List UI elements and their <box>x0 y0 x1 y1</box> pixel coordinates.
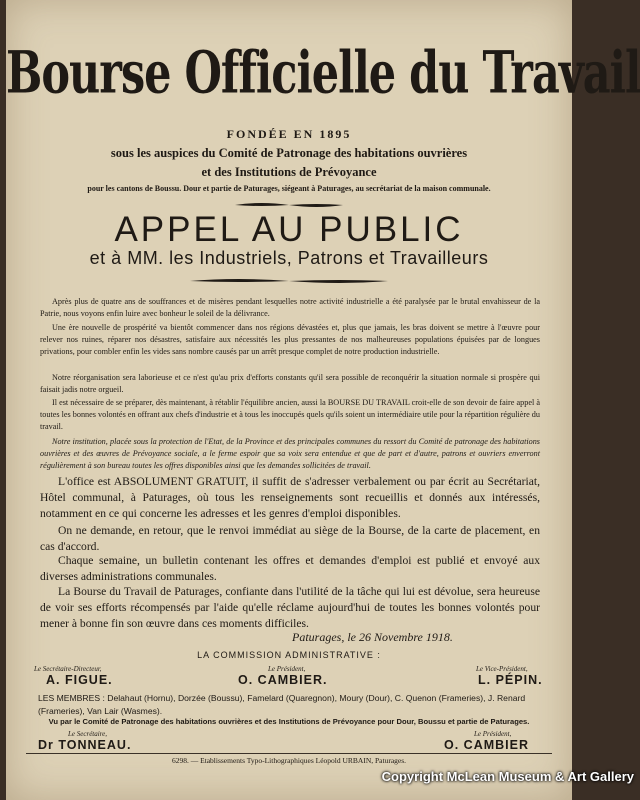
signatory-name: O. CAMBIER. <box>238 673 328 687</box>
committee-role: Le Secrétaire, <box>68 730 108 738</box>
date-line: Paturages, le 26 Novembre 1918. <box>292 630 453 644</box>
committee-role: Le Président, <box>474 730 512 738</box>
signatory-role: Le Président, <box>268 665 306 673</box>
paragraph: Une ère nouvelle de prospérité va bientôt commencer dans nos régions dévastées et, plus que jamais, les bras doivent se mettre à l'œuvre pour relever nos ruines, réparer nos désastres, satisfaire aux nécessités les plus pressantes de nos malheureuses populations épuisées par de longues privations, pour combler enfin les vides sans nombre causés par un arrêt presque complet de notre production industrielle. <box>40 323 540 356</box>
approval-line: Vu par le Comité de Patronage des habitations ouvrières et des Institutions de Prévoyance pour Dour, Boussu et partie de Paturages. <box>48 717 530 726</box>
printer-footer: 6298. — Etablissements Typo-Lithographiques Léopold URBAIN, Paturages. <box>171 756 407 765</box>
commission-heading: LA COMMISSION ADMINISTRATIVE : <box>197 650 381 660</box>
paragraph-large: L'office est ABSOLUMENT GRATUIT, il suffit de s'adresser verbalement ou par écrit au Secrétariat, Hôtel communal, à Paturages, où tous les renseignements sont recueillis et donnés aux intéressés, notamment en ce qui concerne les adresses et les genres d'emploi disponibles. <box>40 475 540 520</box>
copyright-watermark: Copyright McLean Museum & Art Gallery <box>381 769 634 784</box>
founded-line: FONDÉE EN 1895 <box>226 127 352 141</box>
ornament-divider <box>188 277 390 285</box>
members-list: LES MEMBRES : Delahaut (Hornu), Dorzée (Boussu), Famelard (Quaregnon), Moury (Dour), C. Quenon (Frameries), J. Renard (Frameries), Van Lair (Wasmes). <box>38 693 526 716</box>
committee-name: Dr TONNEAU. <box>38 738 132 752</box>
ornament-divider <box>233 201 345 209</box>
footer-rule <box>26 753 552 754</box>
poster-title: Bourse Officielle du Travail <box>6 40 640 108</box>
subheading: et à MM. les Industriels, Patrons et Travailleurs <box>89 248 489 268</box>
paragraph: Il est nécessaire de se préparer, dès maintenant, à rétablir l'équilibre ancien, aussi la BOURSE DU TRAVAIL croit-elle de son devoir de faire appel à toutes les bonnes volontés en offrant aux chefs d'industrie et à tous les inoccupés quels qu'ils soient un intermédiaire utile pour la répartition régulière du travail. <box>40 398 540 431</box>
paragraph-large: Chaque semaine, un bulletin contenant les offres et demandes d'emploi est publié et envoyé aux diverses administrations communales. <box>40 554 540 583</box>
signatory-role: Le Secrétaire-Directeur, <box>34 665 102 673</box>
paragraph-large: On ne demande, en retour, que le renvoi immédiat au siège de la Bourse, de la carte de placement, en cas d'accord. <box>40 524 540 553</box>
paragraph: Après plus de quatre ans de souffrances et de misères pendant lesquelles notre activité industrielle a été paralysée par le brutal envahisseur de la Patrie, nous voyons enfin luire avec bonheur le soleil de la délivrance. <box>40 297 540 318</box>
paragraph: Notre réorganisation sera laborieuse et ce n'est qu'au prix d'efforts constants qu'il sera possible de reconquérir la situation normale si prospère qui faisait jadis notre orgueil. <box>40 373 540 394</box>
subtitle-line-1: sous les auspices du Comité de Patronage des habitations ouvrières <box>110 146 468 160</box>
signatory-role: Le Vice-Président, <box>476 665 528 673</box>
signatory-name: A. FIGUE. <box>46 673 113 687</box>
subtitle-line-3: pour les cantons de Boussu. Dour et partie de Paturages, siégeant à Paturages, au secrétariat de la maison communale. <box>87 184 491 193</box>
committee-name: O. CAMBIER <box>444 738 529 752</box>
signatory-name: L. PÉPIN. <box>478 673 543 687</box>
poster <box>6 0 640 800</box>
paragraph-italic: Notre institution, placée sous la protection de l'Etat, de la Province et des principales communes du ressort du Comité de patronage des habitations ouvrières et des œuvres de Prévoyance sociale, a le ferme espoir que sa voix sera entendue et que de part et d'autre, patrons et ouvriers enverront régulièrement à son bureau toutes les offres disponibles ainsi que les demandes sollicitées de travail. <box>40 437 540 470</box>
subtitle-line-2: et des Institutions de Prévoyance <box>201 165 377 179</box>
heading: APPEL AU PUBLIC <box>114 210 464 249</box>
paragraph-large: La Bourse du Travail de Paturages, confiante dans l'utilité de la tâche qui lui est dévolue, sera heureuse de voir ses efforts récompensés par l'aide qu'elle réclame aujourd'hui de toutes les bonnes volontés pour mener à bonne fin son œuvre dans ces moments difficiles. <box>40 585 540 630</box>
